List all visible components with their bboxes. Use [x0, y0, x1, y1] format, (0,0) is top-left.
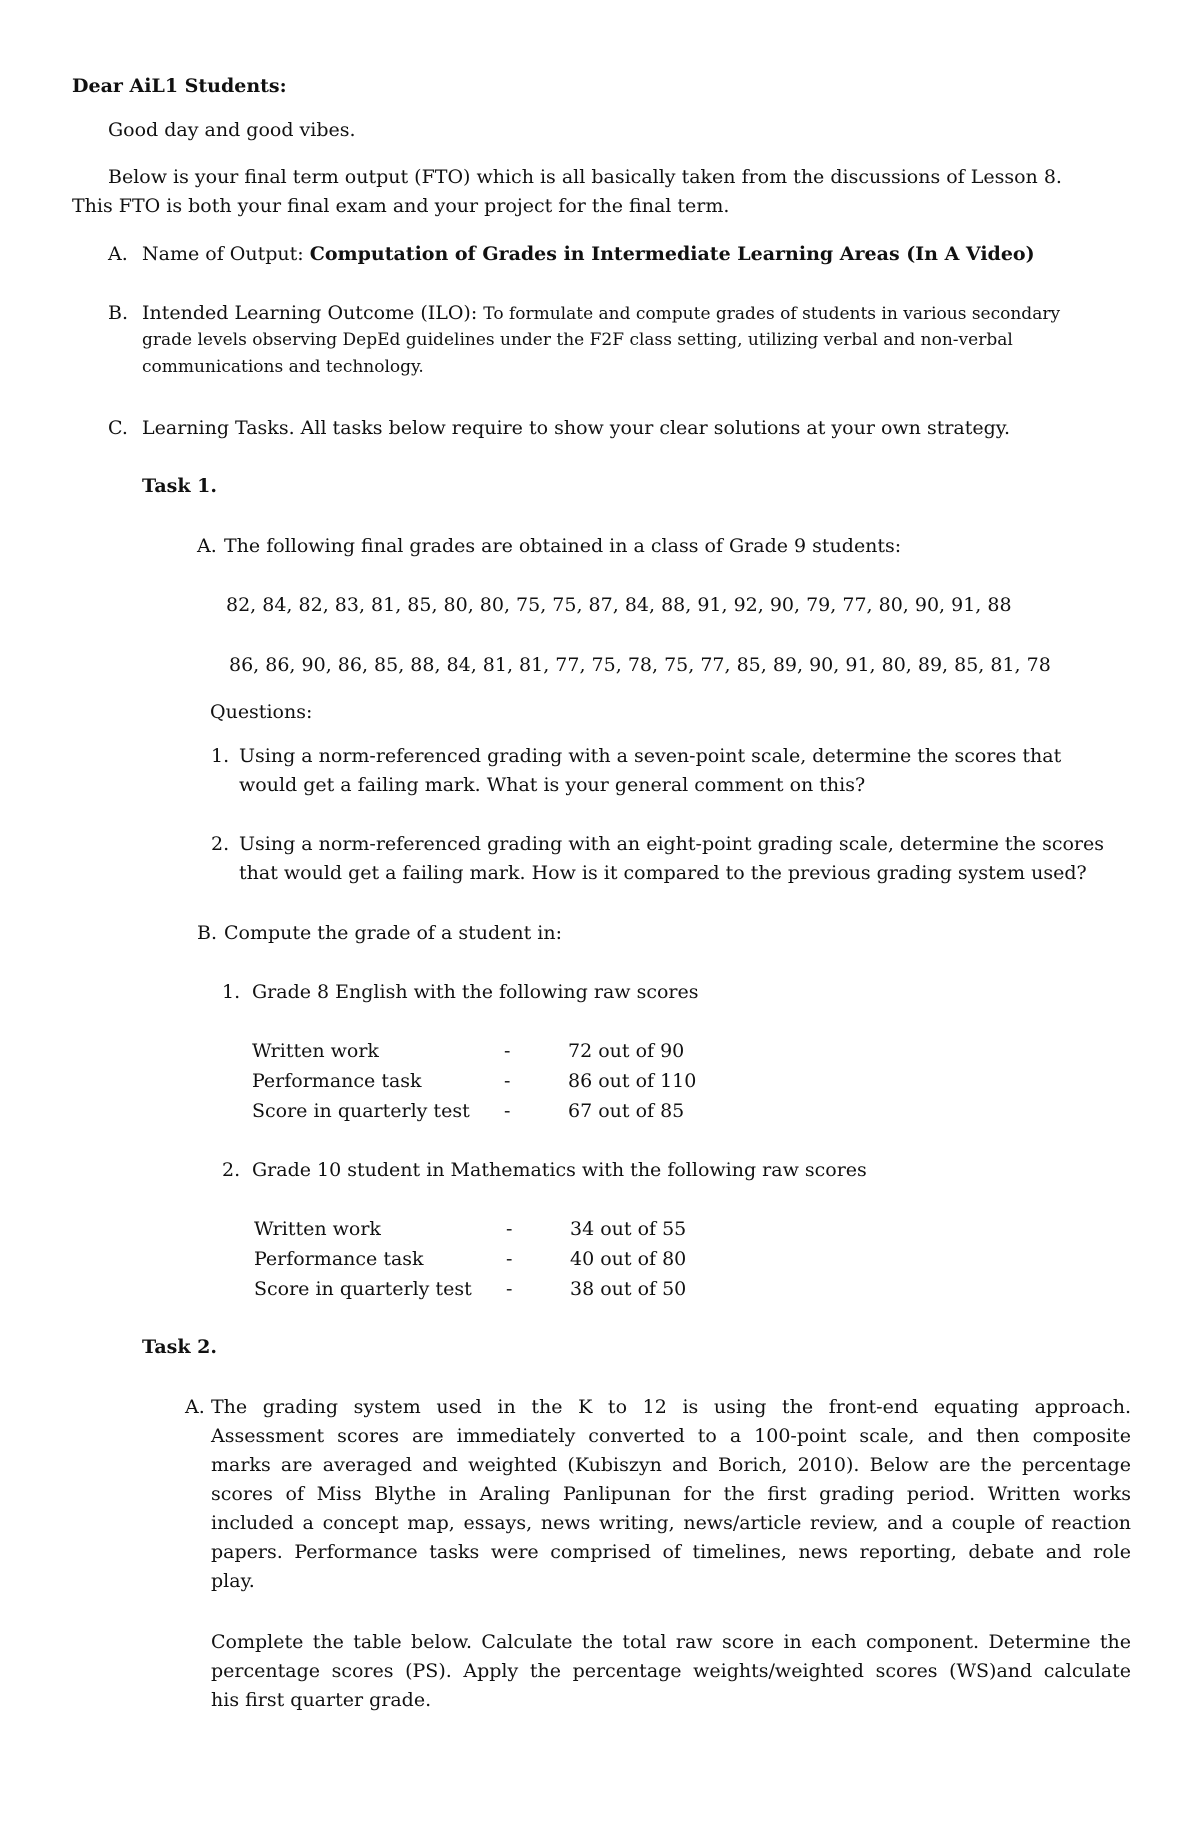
question-1-line-2: would get a failing mark. What is your general comment on this? — [239, 774, 866, 796]
paragraph-line: play. — [211, 1570, 255, 1592]
paragraph-line: Complete the table below. Calculate the total raw score in each component. Determine the — [211, 1631, 1131, 1653]
score-label: Performance task — [254, 1248, 424, 1270]
task-1-a-marker: A. — [197, 535, 217, 557]
paragraph-line: marks are averaged and weighted (Kubiszyn and Borich, 2010). Below are the percentage — [211, 1454, 1131, 1476]
question-2-line-2: that would get a failing mark. How is it compared to the previous grading system used? — [239, 862, 1087, 884]
score-dash: - — [506, 1248, 513, 1270]
score-row — [254, 1245, 754, 1274]
item-2-marker: 2. — [222, 1159, 241, 1181]
score-label: Performance task — [252, 1070, 422, 1092]
task-2-a-paragraph-2 — [211, 1628, 1131, 1715]
score-value: 86 out of 110 — [568, 1070, 697, 1092]
section-b-marker: B. — [108, 302, 129, 324]
task-1-heading: Task 1. — [142, 475, 217, 497]
raw-scores-english — [252, 1037, 752, 1127]
section-b-line-1 — [142, 299, 1060, 328]
paragraph-line: Assessment scores are immediately converted to a 100-point scale, and then composite — [211, 1425, 1131, 1447]
score-row — [252, 1067, 752, 1096]
score-value: 67 out of 85 — [568, 1100, 685, 1122]
grades-row-2: 86, 86, 90, 86, 85, 88, 84, 81, 81, 77, 75, 78, 75, 77, 85, 89, 90, 91, 80, 89, 85, 81, 78 — [229, 654, 1051, 676]
task-2-a-marker: A. — [185, 1396, 205, 1418]
paragraph-line: included a concept map, essays, news writing, news/article review, and a couple of reaction — [211, 1512, 1131, 1534]
ilo-text-1: To formulate and compute grades of students in various secondary — [483, 304, 1061, 324]
score-row — [254, 1215, 754, 1244]
questions-label: Questions: — [210, 701, 313, 723]
score-dash: - — [506, 1278, 513, 1300]
score-label: Written work — [252, 1040, 379, 1062]
section-a-marker: A. — [108, 243, 128, 265]
score-dash: - — [504, 1100, 511, 1122]
section-a-label: Name of Output: — [142, 243, 304, 265]
score-row — [252, 1097, 752, 1126]
score-dash: - — [506, 1218, 513, 1240]
score-value: 34 out of 55 — [570, 1218, 687, 1240]
task-1-a-text: The following final grades are obtained in a class of Grade 9 students: — [224, 535, 902, 557]
task-2-a-paragraph-1 — [211, 1393, 1131, 1596]
score-label: Score in quarterly test — [254, 1278, 472, 1300]
grades-row-1: 82, 84, 82, 83, 81, 85, 80, 80, 75, 75, 87, 84, 88, 91, 92, 90, 79, 77, 80, 90, 91, 88 — [226, 594, 1012, 616]
score-label: Score in quarterly test — [252, 1100, 470, 1122]
item-2-title: Grade 10 student in Mathematics with the following raw scores — [252, 1159, 867, 1181]
ilo-label: Intended Learning Outcome (ILO): — [142, 302, 478, 324]
section-a — [142, 240, 1035, 269]
question-2-line-1: Using a norm-referenced grading with an eight-point grading scale, determine the scores — [239, 833, 1104, 855]
score-value: 40 out of 80 — [570, 1248, 687, 1270]
paragraph-line: papers. Performance tasks were comprised of timelines, news reporting, debate and role — [211, 1541, 1131, 1563]
section-c-marker: C. — [108, 417, 128, 439]
paragraph-line: percentage scores (PS). Apply the percentage weights/weighted scores (WS)and calculate — [211, 1660, 1131, 1682]
question-1-marker: 1. — [211, 745, 230, 767]
score-dash: - — [504, 1070, 511, 1092]
score-value: 72 out of 90 — [568, 1040, 685, 1062]
question-2-marker: 2. — [211, 833, 230, 855]
raw-scores-mathematics — [254, 1215, 754, 1305]
item-1-title: Grade 8 English with the following raw scores — [252, 981, 699, 1003]
greeting: Dear AiL1 Students: — [72, 75, 287, 97]
output-title: Computation of Grades in Intermediate Learning Areas (In A Video) — [309, 243, 1035, 265]
score-value: 38 out of 50 — [570, 1278, 687, 1300]
score-label: Written work — [254, 1218, 381, 1240]
score-row — [254, 1275, 754, 1304]
ilo-text-2: grade levels observing DepEd guidelines under the F2F class setting, utilizing verbal and non-verbal — [142, 330, 1013, 350]
paragraph-line: scores of Miss Blythe in Araling Panlipunan for the first grading period. Written works — [211, 1483, 1131, 1505]
intro-line-2: Below is your final term output (FTO) which is all basically taken from the discussions of Lesson 8. — [108, 166, 1062, 188]
intro-line-3: This FTO is both your final exam and your project for the final term. — [72, 195, 730, 217]
paragraph-line: his first quarter grade. — [211, 1689, 432, 1711]
item-1-marker: 1. — [222, 981, 241, 1003]
score-row — [252, 1037, 752, 1066]
task-1-b-marker: B. — [197, 922, 218, 944]
score-dash: - — [504, 1040, 511, 1062]
task-2-heading: Task 2. — [142, 1336, 217, 1358]
section-c-text: Learning Tasks. All tasks below require to show your clear solutions at your own strategy. — [142, 417, 1011, 439]
ilo-text-3: communications and technology. — [142, 357, 424, 377]
task-1-b-text: Compute the grade of a student in: — [224, 922, 563, 944]
question-1-line-1: Using a norm-referenced grading with a seven-point scale, determine the scores that — [239, 745, 1062, 767]
paragraph-line: The grading system used in the K to 12 is using the front-end equating approach. — [211, 1396, 1131, 1418]
intro-line-1: Good day and good vibes. — [108, 119, 356, 141]
